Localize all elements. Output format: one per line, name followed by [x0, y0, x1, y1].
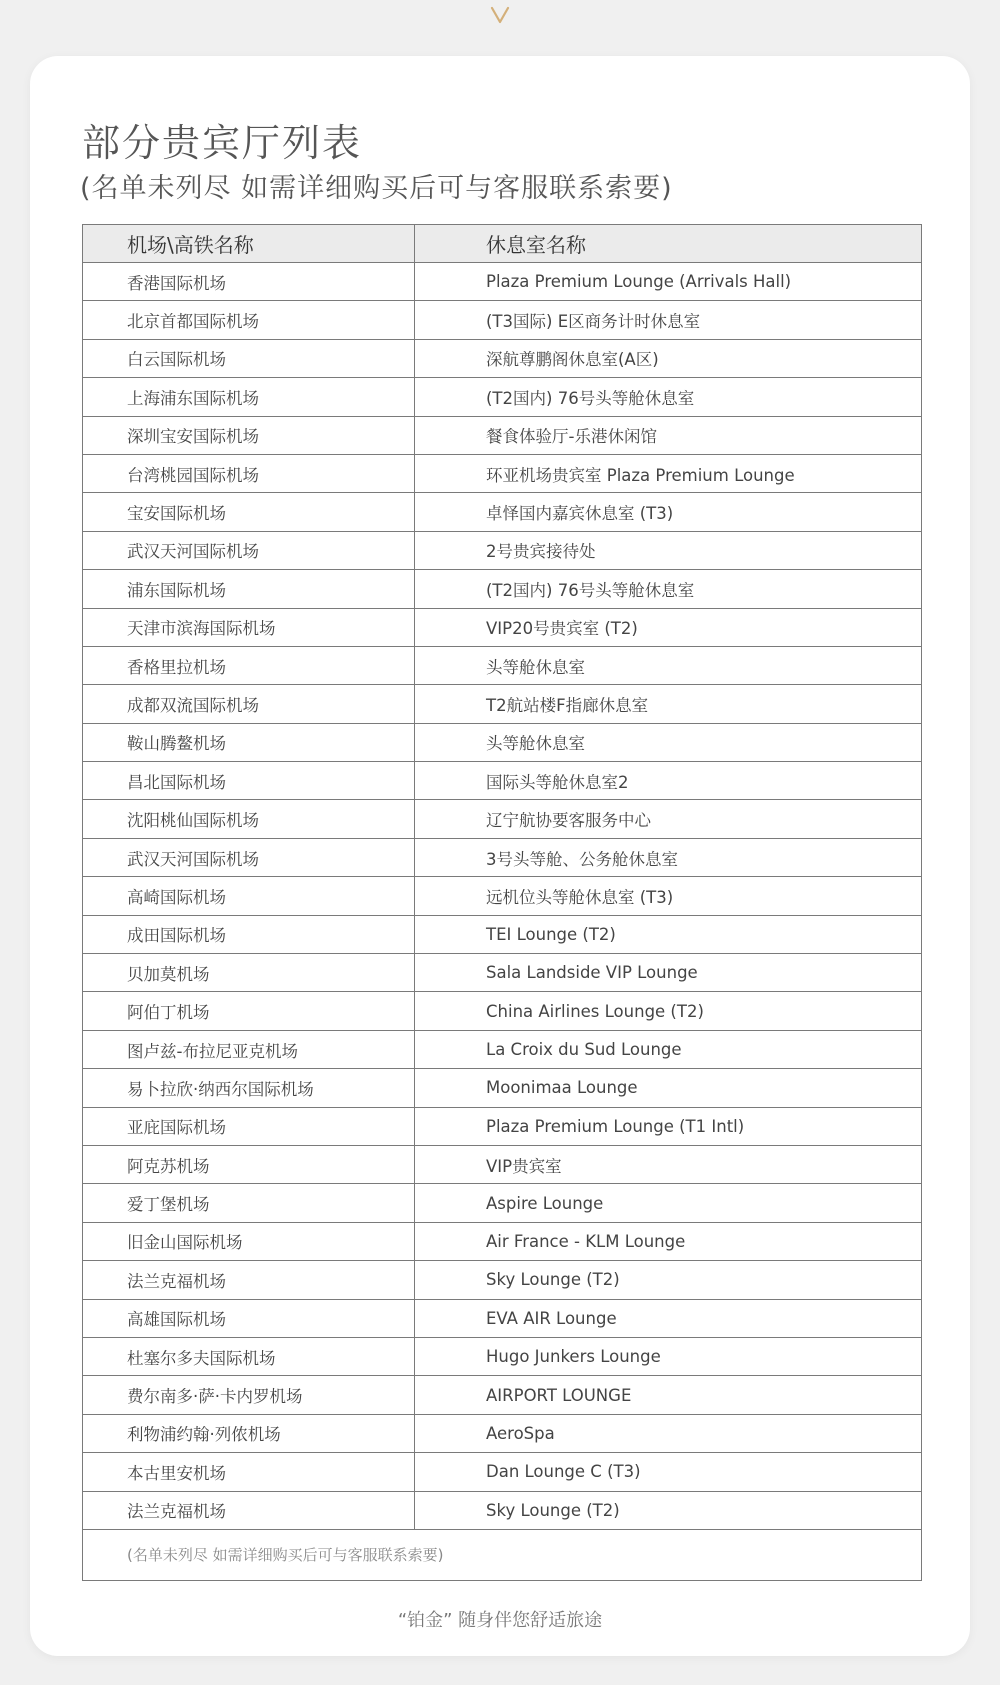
table-row [83, 877, 921, 915]
lounge-name-cell: 环亚机场贵宾室 Plaza Premium Lounge [486, 465, 795, 485]
lounge-table [82, 224, 922, 1581]
table-row [83, 609, 921, 647]
airport-name-cell: 亚庇国际机场 [83, 1108, 415, 1145]
table-header [83, 225, 921, 263]
airport-name-cell: 杜塞尔多夫国际机场 [83, 1338, 415, 1375]
table-row [83, 1069, 921, 1107]
lounge-name-cell: Plaza Premium Lounge (T1 Intl) [486, 1116, 745, 1136]
lounge-name-cell: Sky Lounge (T2) [486, 1270, 620, 1290]
airport-name-cell: 成都双流国际机场 [83, 685, 415, 722]
table-row [83, 1031, 921, 1069]
lounge-name-cell: 卓怿国内嘉宾休息室 (T3) [486, 504, 674, 524]
lounge-name-cell: Dan Lounge C (T3) [486, 1462, 641, 1482]
table-row [83, 724, 921, 762]
table-row [83, 647, 921, 685]
airport-name-cell: 浦东国际机场 [83, 570, 415, 607]
lounge-name-cell: AeroSpa [486, 1423, 555, 1443]
lounge-name-cell: Moonimaa Lounge [486, 1078, 638, 1098]
table-row [83, 1300, 921, 1338]
page-subtitle: (名单未列尽 如需详细购买后可与客服联系索要) [80, 173, 673, 204]
table-row [83, 685, 921, 723]
airport-name-cell: 鞍山腾鳌机场 [83, 724, 415, 761]
table-row [83, 340, 921, 378]
lounge-name-cell: 远机位头等舱休息室 (T3) [486, 887, 674, 907]
airport-name-cell: 上海浦东国际机场 [83, 378, 415, 415]
lounge-name-cell: (T3国际) E区商务计时休息室 [486, 312, 701, 332]
table-row [83, 263, 921, 301]
lounge-name-cell: 辽宁航协要客服务中心 [486, 811, 651, 831]
airport-name-cell: 昌北国际机场 [83, 762, 415, 799]
lounge-name-cell: VIP贵宾室 [486, 1156, 562, 1176]
table-row [83, 800, 921, 838]
lounge-name-cell: Air France - KLM Lounge [486, 1231, 686, 1251]
airport-name-cell: 旧金山国际机场 [83, 1223, 415, 1260]
table-row [83, 1108, 921, 1146]
lounge-name-cell: Aspire Lounge [486, 1193, 604, 1213]
airport-name-cell: 香港国际机场 [83, 263, 415, 300]
lounge-name-cell: 3号头等舱、公务舱休息室 [486, 849, 678, 869]
page-title: 部分贵宾厅列表 [82, 121, 363, 165]
airport-name-cell: 北京首都国际机场 [83, 301, 415, 338]
airport-name-cell: 高崎国际机场 [83, 877, 415, 914]
table-row [83, 532, 921, 570]
lounge-name-cell: TEI Lounge (T2) [486, 924, 616, 944]
table-row [83, 1261, 921, 1299]
table-row [83, 1415, 921, 1453]
table-footer-note: (名单未列尽 如需详细购买后可与客服联系索要) [127, 1546, 444, 1565]
lounge-name-cell: China Airlines Lounge (T2) [486, 1001, 704, 1021]
lounge-name-cell: 2号贵宾接待处 [486, 542, 596, 562]
lounge-name-cell: (T2国内) 76号头等舱休息室 [486, 388, 695, 408]
column-header-lounge: 休息室名称 [486, 233, 586, 257]
slogan: “铂金” 随身伴您舒适旅途 [397, 1610, 603, 1631]
airport-name-cell: 台湾桃园国际机场 [83, 455, 415, 492]
table-row [83, 1492, 921, 1530]
chevron-down-icon [0, 0, 1000, 30]
airport-name-cell: 费尔南多·萨·卡内罗机场 [83, 1376, 415, 1413]
lounge-name-cell: T2航站楼F指廊休息室 [486, 695, 649, 715]
lounge-name-cell: 深航尊鹏阁休息室(A区) [486, 350, 659, 370]
table-row [83, 570, 921, 608]
airport-name-cell: 宝安国际机场 [83, 493, 415, 530]
lounge-name-cell: Sky Lounge (T2) [486, 1500, 620, 1520]
lounge-name-cell: Hugo Junkers Lounge [486, 1347, 661, 1367]
table-row [83, 417, 921, 455]
airport-name-cell: 法兰克福机场 [83, 1261, 415, 1298]
table-row [83, 1146, 921, 1184]
table-body [83, 263, 921, 1530]
airport-name-cell: 阿克苏机场 [83, 1146, 415, 1183]
airport-name-cell: 利物浦约翰·列侬机场 [83, 1415, 415, 1452]
lounge-list-card [30, 56, 970, 1656]
airport-name-cell: 易卜拉欣·纳西尔国际机场 [83, 1069, 415, 1106]
lounge-name-cell: AIRPORT LOUNGE [486, 1385, 632, 1405]
airport-name-cell: 武汉天河国际机场 [83, 839, 415, 876]
airport-name-cell: 武汉天河国际机场 [83, 532, 415, 569]
table-row [83, 1223, 921, 1261]
lounge-name-cell: EVA AIR Lounge [486, 1308, 617, 1328]
lounge-name-cell: 国际头等舱休息室2 [486, 772, 629, 792]
airport-name-cell: 成田国际机场 [83, 916, 415, 953]
airport-name-cell: 沈阳桃仙国际机场 [83, 800, 415, 837]
table-row [83, 493, 921, 531]
lounge-name-cell: La Croix du Sud Lounge [486, 1040, 682, 1059]
table-row [83, 1184, 921, 1222]
airport-name-cell: 本古里安机场 [83, 1453, 415, 1490]
lounge-name-cell: (T2国内) 76号头等舱休息室 [486, 580, 695, 600]
lounge-name-cell: Plaza Premium Lounge (Arrivals Hall) [486, 272, 792, 292]
airport-name-cell: 深圳宝安国际机场 [83, 417, 415, 454]
table-row [83, 378, 921, 416]
airport-name-cell: 阿伯丁机场 [83, 992, 415, 1029]
table-row [83, 1338, 921, 1376]
lounge-name-cell: 头等舱休息室 [486, 657, 585, 677]
airport-name-cell: 白云国际机场 [83, 340, 415, 377]
airport-name-cell: 天津市滨海国际机场 [83, 609, 415, 646]
airport-name-cell: 图卢兹-布拉尼亚克机场 [83, 1031, 415, 1068]
airport-name-cell: 爱丁堡机场 [83, 1184, 415, 1221]
table-row [83, 1453, 921, 1491]
airport-name-cell: 高雄国际机场 [83, 1300, 415, 1337]
column-header-airport: 机场\高铁名称 [83, 225, 415, 262]
table-row [83, 455, 921, 493]
table-row [83, 762, 921, 800]
table-row [83, 916, 921, 954]
airport-name-cell: 贝加莫机场 [83, 954, 415, 991]
table-row [83, 301, 921, 339]
lounge-name-cell: Sala Landside VIP Lounge [486, 963, 698, 983]
table-row [83, 992, 921, 1030]
lounge-name-cell: VIP20号贵宾室 (T2) [486, 619, 638, 639]
table-row [83, 954, 921, 992]
lounge-name-cell: 餐食体验厅-乐港休闲馆 [486, 427, 657, 447]
airport-name-cell: 香格里拉机场 [83, 647, 415, 684]
table-row [83, 839, 921, 877]
lounge-name-cell: 头等舱休息室 [486, 734, 585, 754]
table-row [83, 1376, 921, 1414]
airport-name-cell: 法兰克福机场 [83, 1492, 415, 1529]
